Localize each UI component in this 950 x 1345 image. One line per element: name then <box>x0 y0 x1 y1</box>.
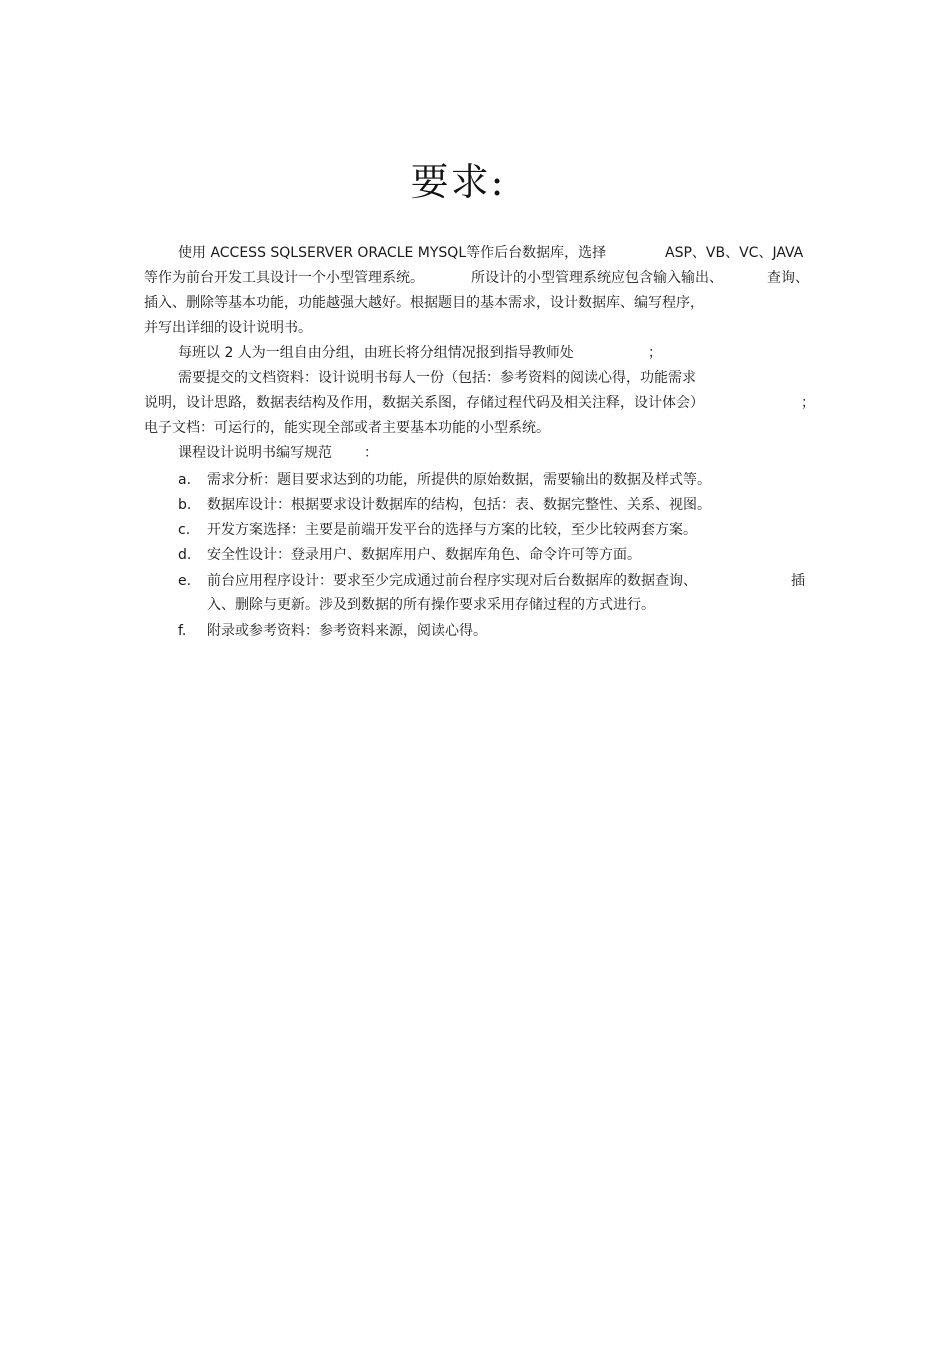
spec-heading: 课程设计说明书编写规范 <box>178 445 332 461</box>
para1-line3: 插入、删除等基本功能，功能越强大越好。根据题目的基本需求，设计数据库、编写程序， <box>144 295 704 311</box>
list-item-text-continued: 入、删除与更新。涉及到数据的所有操作要求采用存储过程的方式进行。 <box>207 597 655 613</box>
para1-line2-end: 查询、 <box>767 270 809 286</box>
list-item-text: 数据库设计：根据要求设计数据库的结构，包括：表、数据完整性、关系、视图。 <box>207 497 711 513</box>
para1-line1-end: ASP、VB、VC、JAVA <box>665 245 804 261</box>
para2-line1-semicolon: ； <box>648 345 662 361</box>
list-marker: b. <box>178 497 192 513</box>
list-item-text: 开发方案选择：主要是前端开发平台的选择与方案的比较，至少比较两套方案。 <box>207 522 697 538</box>
para1-line1-start: 使用 ACCESS SQLSERVER ORACLE MYSQL等作后台数据库，选择 <box>178 245 607 261</box>
list-item-text: 前台应用程序设计：要求至少完成通过前台程序实现对后台数据库的数据查询、 <box>207 573 697 589</box>
list-item-text: 需求分析：题目要求达到的功能，所提供的原始数据，需要输出的数据及样式等。 <box>207 472 711 488</box>
para3-line2-semicolon: ； <box>801 395 815 411</box>
para1-line4: 并写出详细的设计说明书。 <box>144 320 312 336</box>
spec-heading-colon: ： <box>364 445 378 461</box>
para3-line2: 说明，设计思路，数据表结构及作用，数据关系图，存储过程代码及相关注释，设计体会） <box>144 395 704 411</box>
para3-line1: 需要提交的文档资料：设计说明书每人一份（包括：参考资料的阅读心得，功能需求 <box>178 370 696 386</box>
list-item-text: 安全性设计：登录用户、数据库用户、数据库角色、命令许可等方面。 <box>207 547 641 563</box>
list-item-text-end: 插 <box>791 573 805 589</box>
para3-line3: 电子文档：可运行的，能实现全部或者主要基本功能的小型系统。 <box>144 420 550 436</box>
para1-line2-mid: 所设计的小型管理系统应包含输入输出、 <box>471 270 723 286</box>
list-marker: a. <box>178 472 192 488</box>
page-title: 要求: <box>410 160 506 204</box>
list-item-text: 附录或参考资料：参考资料来源，阅读心得。 <box>207 623 487 639</box>
list-marker: d. <box>178 547 192 563</box>
list-marker: f. <box>178 623 187 639</box>
list-marker: e. <box>178 573 192 589</box>
para1-line2-start: 等作为前台开发工具设计一个小型管理系统。 <box>144 270 424 286</box>
para2-line1: 每班以 2 人为一组自由分组，由班长将分组情况报到指导教师处 <box>178 345 574 361</box>
list-marker: c. <box>178 522 191 538</box>
